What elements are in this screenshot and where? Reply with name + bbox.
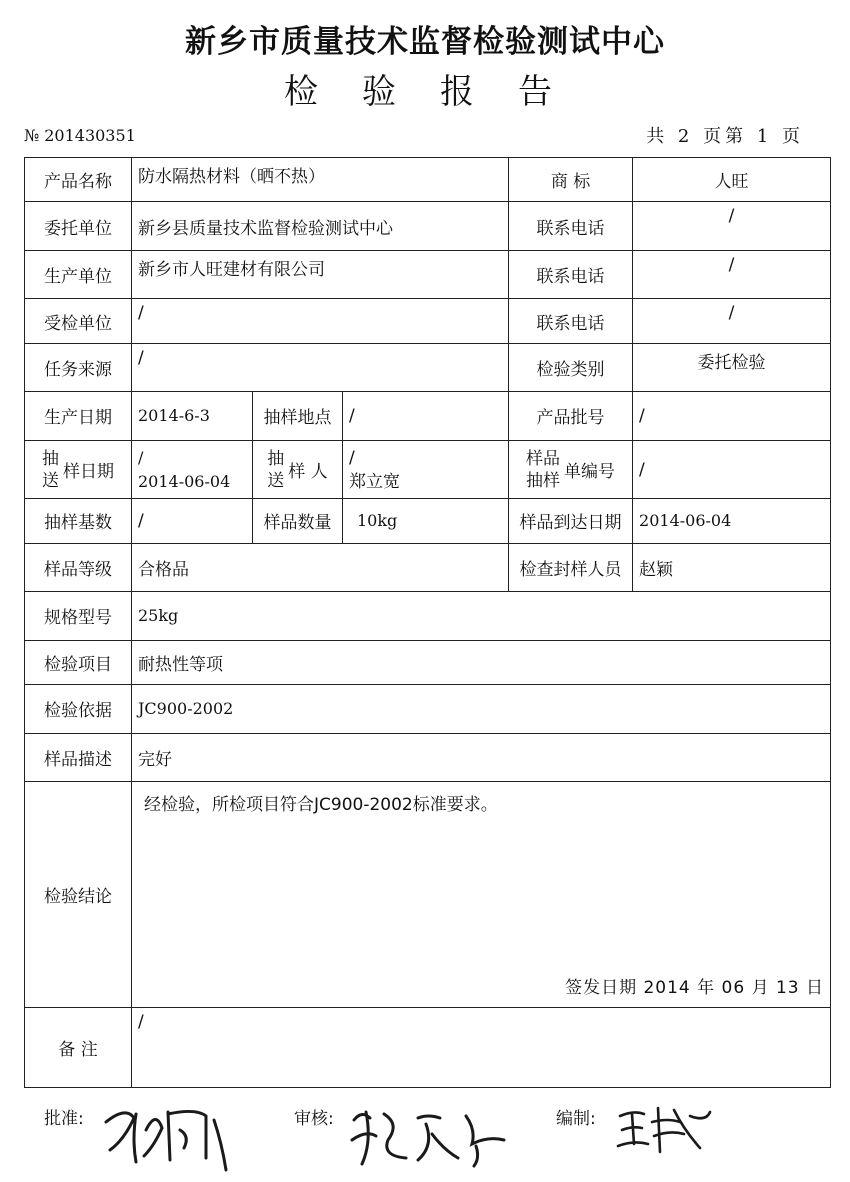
row-grade [25,543,831,591]
row-task [25,343,831,391]
row-items [25,640,831,684]
value-form-no: / [633,440,831,499]
sampler-pre-1: 抽 [267,448,285,469]
row-base [25,499,831,543]
row-spec [25,592,831,640]
issue-date: 签发日期 2014 年 06 月 13 日 [565,978,825,998]
value-product-name: 防水隔热材料（晒不热） [132,158,509,202]
approve-signature [96,1100,246,1172]
value-conclusion [132,782,831,1008]
report-title: 检验报告 [284,72,596,112]
value-phone-1: / [633,202,831,250]
row-sampling [25,440,831,499]
row-conclusion [25,782,831,1008]
label-sampling-place: 抽样地点 [253,392,343,440]
label-sample-date [25,440,132,499]
value-producer: 新乡市人旺建材有限公司 [132,250,509,298]
row-prod-date [25,392,831,440]
label-desc: 样品描述 [25,733,132,781]
sample-date-line-2: 2014-06-04 [138,471,231,491]
label-category: 检验类别 [509,343,633,391]
label-sealer: 检查封样人员 [509,543,633,591]
row-producer [25,250,831,298]
value-basis: JC900-2002 [132,685,831,733]
label-producer: 生产单位 [25,250,132,298]
label-arrival: 样品到达日期 [509,499,633,543]
label-items: 检验项目 [25,640,132,684]
label-grade: 样品等级 [25,543,132,591]
label-phone-3: 联系电话 [509,299,633,343]
value-desc: 完好 [132,733,831,781]
value-qty: 10kg [343,499,509,543]
label-conclusion: 检验结论 [25,782,132,1008]
value-task: / [132,343,509,391]
compile-signature [614,1100,724,1160]
value-sampler [343,440,509,499]
row-desc [25,733,831,781]
value-inspected: / [132,299,509,343]
label-task: 任务来源 [25,343,132,391]
row-product-name [25,158,831,202]
approve-label: 批准: [44,1109,84,1129]
row-remark [25,1008,831,1088]
label-remark: 备 注 [25,1008,132,1088]
value-prod-date: 2014-6-3 [132,392,253,440]
label-batch: 产品批号 [509,392,633,440]
value-brand: 人旺 [633,158,831,202]
value-sample-date [132,440,253,499]
label-product-name: 产品名称 [25,158,132,202]
label-phone-1: 联系电话 [509,202,633,250]
report-number: № 201430351 [24,126,136,145]
label-sampler [253,440,343,499]
report-form-table [24,157,831,1088]
review-label: 审核: [294,1109,334,1129]
conclusion-text: 经检验，所检项目符合JC900-2002标准要求。 [144,795,498,815]
value-sealer: 赵颖 [633,543,831,591]
page-count: 共 2 页第 1 页 [646,126,804,147]
review-signature [348,1100,528,1172]
label-form-no [509,440,633,499]
label-prod-date: 生产日期 [25,392,132,440]
label-base: 抽样基数 [25,499,132,543]
sample-date-pre-1: 抽 [42,448,59,469]
sampler-label: 样 人 [288,462,328,482]
value-client: 新乡县质量技术监督检验测试中心 [132,202,509,250]
value-arrival: 2014-06-04 [633,499,831,543]
label-qty: 样品数量 [253,499,343,543]
label-client: 委托单位 [25,202,132,250]
sample-date-line-1: / [138,447,144,467]
form-no-label: 单编号 [564,462,616,482]
row-inspected [25,299,831,343]
label-inspected: 受检单位 [25,299,132,343]
value-phone-2: / [633,250,831,298]
sampler-pre-2: 送 [267,470,285,491]
sampler-line-1: / [349,447,355,468]
value-grade: 合格品 [132,543,509,591]
org-title: 新乡市质量技术监督检验测试中心 [185,24,665,60]
value-spec: 25kg [132,592,831,640]
label-spec: 规格型号 [25,592,132,640]
value-batch: / [633,392,831,440]
row-basis [25,685,831,733]
value-base: / [132,499,253,543]
value-category: 委托检验 [633,343,831,391]
signature-footer [0,1104,850,1174]
value-remark: / [132,1008,831,1088]
label-brand: 商 标 [509,158,633,202]
value-phone-3: / [633,299,831,343]
row-client [25,202,831,250]
sample-date-label: 样日期 [63,462,114,482]
form-no-pre-1: 样品 [526,448,561,469]
label-basis: 检验依据 [25,685,132,733]
value-items: 耐热性等项 [132,640,831,684]
value-sampling-place: / [343,392,509,440]
form-no-pre-2: 抽样 [526,470,561,491]
compile-label: 编制: [556,1109,596,1129]
sample-date-pre-2: 送 [42,470,59,491]
sampler-line-2: 郑立宽 [349,471,400,492]
label-phone-2: 联系电话 [509,250,633,298]
